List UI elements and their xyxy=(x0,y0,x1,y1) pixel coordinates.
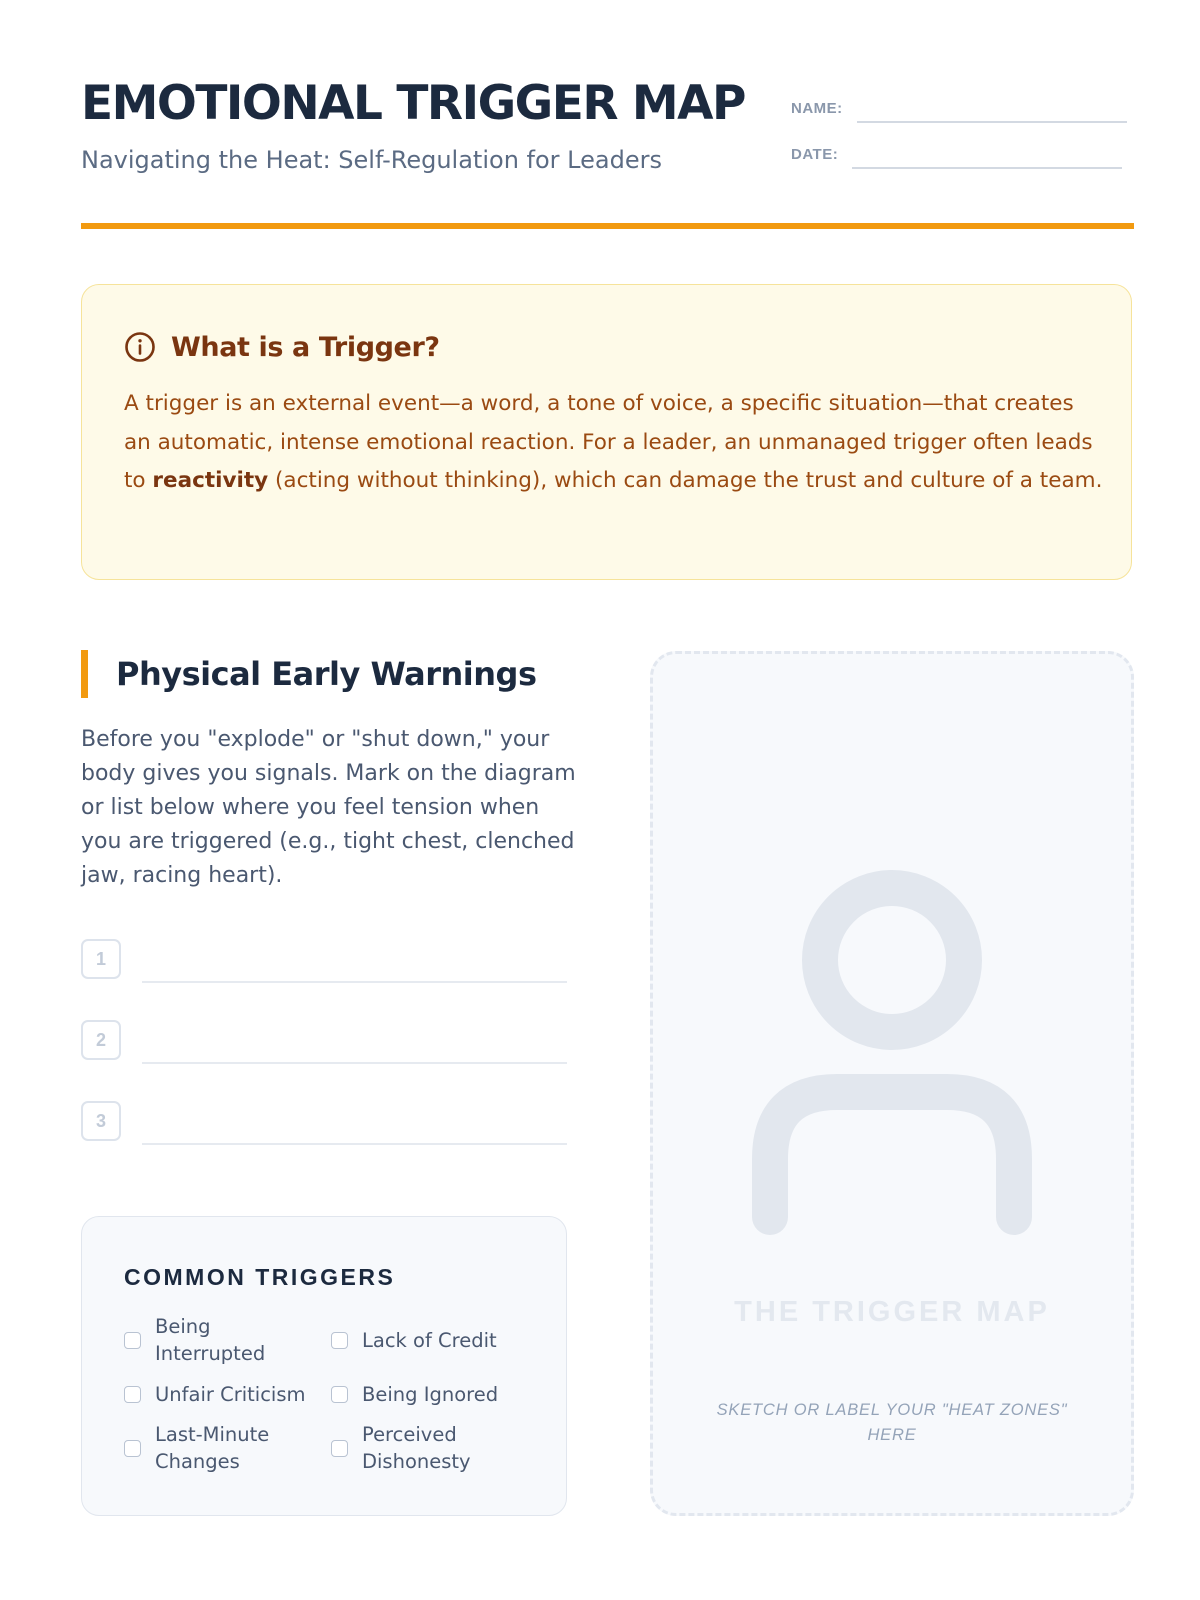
trigger-option-being-ignored[interactable] xyxy=(331,1381,498,1408)
section-accent-bar xyxy=(81,650,88,698)
warning-entry-1[interactable] xyxy=(81,939,567,987)
info-circle-icon xyxy=(124,331,156,363)
warning-entry-2[interactable] xyxy=(81,1020,567,1068)
write-in-line[interactable] xyxy=(142,1143,567,1145)
common-triggers-card xyxy=(81,1216,567,1516)
warning-entry-3[interactable] xyxy=(81,1101,567,1149)
checkbox[interactable] xyxy=(124,1440,141,1457)
section-description: Before you "explode" or "shut down," your body gives you signals. Mark on the diagram or list below where you feel tension when you are triggered (e.g., tight chest, clenched jaw, racing heart). xyxy=(81,727,576,888)
trigger-option-label: Being Interrupted xyxy=(155,1315,266,1365)
person-silhouette-icon xyxy=(653,654,1131,1274)
page-subtitle: Navigating the Heat: Self-Regulation for Leaders xyxy=(81,146,662,174)
number-badge: 3 xyxy=(81,1101,121,1141)
checkbox[interactable] xyxy=(331,1386,348,1403)
trigger-option-being-interrupted[interactable] xyxy=(124,1313,314,1367)
checkbox[interactable] xyxy=(124,1332,141,1349)
trigger-definition-callout xyxy=(81,284,1132,580)
common-triggers-title: COMMON TRIGGERS xyxy=(124,1264,396,1290)
date-field[interactable] xyxy=(791,146,1122,169)
callout-body-text-end: (acting without thinking), which can damage the trust and culture of a team. xyxy=(268,468,1103,493)
callout-body-emphasis: reactivity xyxy=(152,468,269,493)
number-badge: 1 xyxy=(81,939,121,979)
write-in-line[interactable] xyxy=(142,981,567,983)
callout-title: What is a Trigger? xyxy=(171,331,440,363)
trigger-option-lack-of-credit[interactable] xyxy=(331,1327,497,1354)
trigger-option-unfair-criticism[interactable] xyxy=(124,1381,306,1408)
name-label: NAME: xyxy=(791,100,843,117)
trigger-option-label: Last-Minute Changes xyxy=(155,1423,270,1473)
trigger-option-label: Perceived Dishonesty xyxy=(362,1423,471,1473)
callout-body xyxy=(124,385,1104,501)
trigger-map-drawing-area[interactable] xyxy=(650,651,1134,1516)
trigger-map-label: THE TRIGGER MAP xyxy=(734,1296,1050,1328)
callout-body-text: A trigger is an external event—a word, a tone of voice, a specific situation—that creates an automatic, intense emotional reaction. For a leader, an unmanaged trigger often leads to xyxy=(124,391,1093,493)
name-input-line[interactable] xyxy=(857,121,1127,123)
checkbox[interactable] xyxy=(124,1386,141,1403)
trigger-option-label: Unfair Criticism xyxy=(155,1383,306,1406)
header-divider xyxy=(81,223,1134,229)
callout-heading xyxy=(124,331,440,363)
trigger-option-label: Lack of Credit xyxy=(362,1329,497,1352)
trigger-option-perceived-dishonesty[interactable] xyxy=(331,1421,531,1475)
checkbox[interactable] xyxy=(331,1440,348,1457)
date-input-line[interactable] xyxy=(852,167,1122,169)
name-field[interactable] xyxy=(791,100,1127,123)
number-badge: 2 xyxy=(81,1020,121,1060)
checkbox[interactable] xyxy=(331,1332,348,1349)
section-heading xyxy=(81,650,537,698)
trigger-map-hint: SKETCH OR LABEL YOUR "HEAT ZONES" HERE xyxy=(716,1401,1068,1444)
trigger-option-last-minute-changes[interactable] xyxy=(124,1421,314,1475)
write-in-line[interactable] xyxy=(142,1062,567,1064)
trigger-option-label: Being Ignored xyxy=(362,1383,499,1406)
page-title: EMOTIONAL TRIGGER MAP xyxy=(81,76,745,131)
date-label: DATE: xyxy=(791,146,839,163)
section-title: Physical Early Warnings xyxy=(116,655,537,693)
